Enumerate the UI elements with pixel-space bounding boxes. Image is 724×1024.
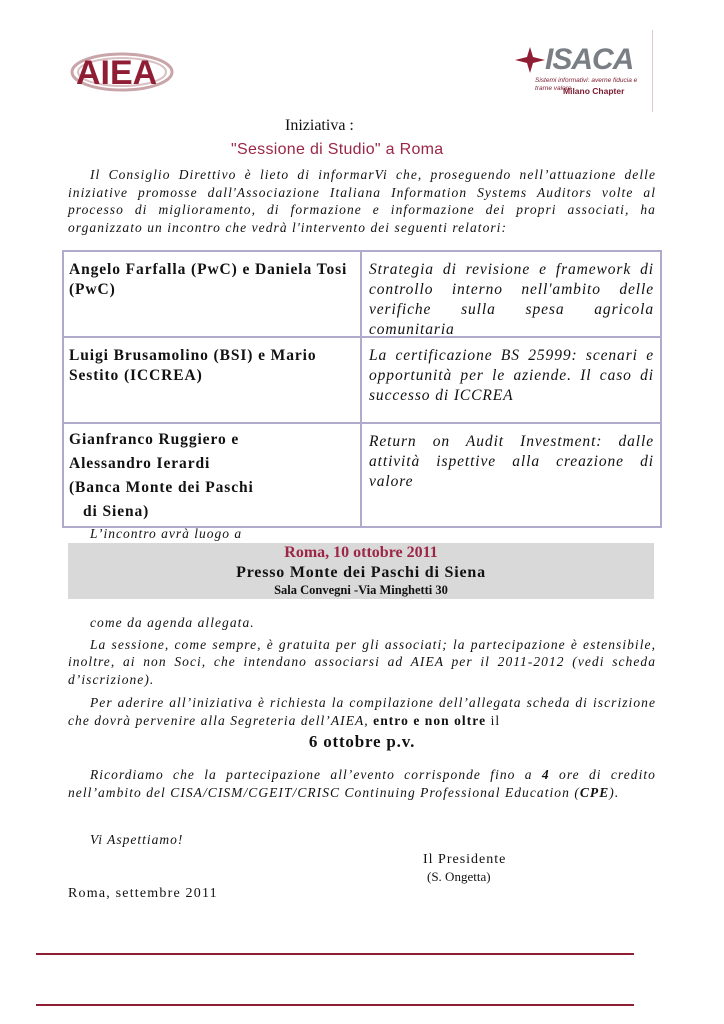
footer-rule [36,1004,634,1006]
speaker-names: Angelo Farfalla (PwC) e Daniela Tosi (PwC) [64,252,362,336]
adhere-body: Per aderire all’iniziativa è richiesta la compilazione dell’allegata scheda di iscrizione che dovrà pervenire alla Segreteria dell’AIEA, [68,695,656,728]
credits-part1: Ricordiamo che la partecipazione all’evento corrisponde fino a [90,767,533,782]
speakers-table [62,250,662,528]
speaker-names-line: Gianfranco Ruggiero e [69,431,240,448]
credits-hours: 4 [541,767,550,782]
signature-title: Il Presidente [423,852,507,867]
intro-paragraph [68,166,656,236]
isaca-logo-text: ISACA [545,43,634,76]
deadline: 6 ottobre p.v. [308,732,416,751]
event-title-a: a [385,141,395,158]
table-row [64,338,660,424]
event-room: Sala Convegni -Via Minghetti 30 [274,583,448,597]
credits-part2: ore di credito nell’ambito del CISA/CISM/CGEIT/CRISC Continuing Professional Education ( [68,767,656,800]
place-date: Roma, settembre 2011 [68,886,218,901]
free-text-body: La sessione, come sempre, è gratuita per gli associati; la partecipazione è estensibile, inoltre, ai non Soci, che intendano associarsi ad AIEA per il 2011-2012 (vedi scheda d’iscrizione). [68,636,656,687]
isaca-tagline: Sistemi informativi: averne fiducia e trarne valore [535,77,638,92]
closing-text: Vi Aspettiamo! [90,832,184,847]
event-venue: Presso Monte dei Paschi di Siena [236,564,486,581]
speaker-topic: Return on Audit Investment: dalle attività ispettive alla creazione di valore [369,433,654,490]
iniziativa-label: Iniziativa : [285,117,354,134]
speaker-topic: Strategia di revisione e framework di controllo interno nell'ambito delle verifiche sulla spesa agricola comunitaria [369,261,654,338]
credits-text [68,766,656,801]
event-date: Roma, 10 ottobre 2011 [284,544,438,561]
details-paragraphs [68,614,656,733]
adhere-bold: entro e non oltre [373,712,487,728]
credits-cpe: CPE [579,784,610,800]
adhere-end: il [490,712,501,728]
isaca-chapter: Milano Chapter [563,86,625,96]
speaker-names [64,424,362,526]
aiea-logo-text: AIEA [76,54,158,92]
event-title-city: Roma [399,141,444,158]
speaker-topic: La certificazione BS 25999: scenari e opportunità per le aziende. Il caso di successo di ICCREA [369,347,654,404]
speaker-names-line: (Banca Monte dei Paschi [69,479,254,496]
footer-rule [36,953,634,955]
table-row [64,252,660,338]
free-text [68,636,656,689]
signature-name: (S. Ongetta) [427,869,491,884]
intro-text: Il Consiglio Direttivo è lieto di informarVi che, proseguendo nell’attuazione delle iniziative promosse dall'Associazione Italiana Information Systems Auditors volte al processo di miglioramento, di formazione e informazione dei propri associati, ha organizzato un incontro che vedrà l'intervento dei seguenti relatori: [68,167,656,235]
event-details-box [68,543,654,599]
agenda-text: come da agenda allegata. [90,615,255,630]
speaker-names-line: di Siena) [83,503,150,520]
event-title-quoted: "Sessione di Studio" [231,141,381,158]
table-row [64,424,660,526]
speaker-names: Luigi Brusamolino (BSI) e Mario Sestito (ICCREA) [64,338,362,422]
aiea-logo [66,40,176,102]
isaca-star-icon [515,47,545,78]
credits-part3: ). [609,784,620,800]
credits-paragraph [68,766,656,801]
speaker-names-line: Alessandro Ierardi [69,455,211,472]
logo-divider [652,30,653,112]
event-title [231,141,443,159]
location-intro: L’incontro avrà luogo a [90,526,243,541]
adhere-text [68,694,656,729]
